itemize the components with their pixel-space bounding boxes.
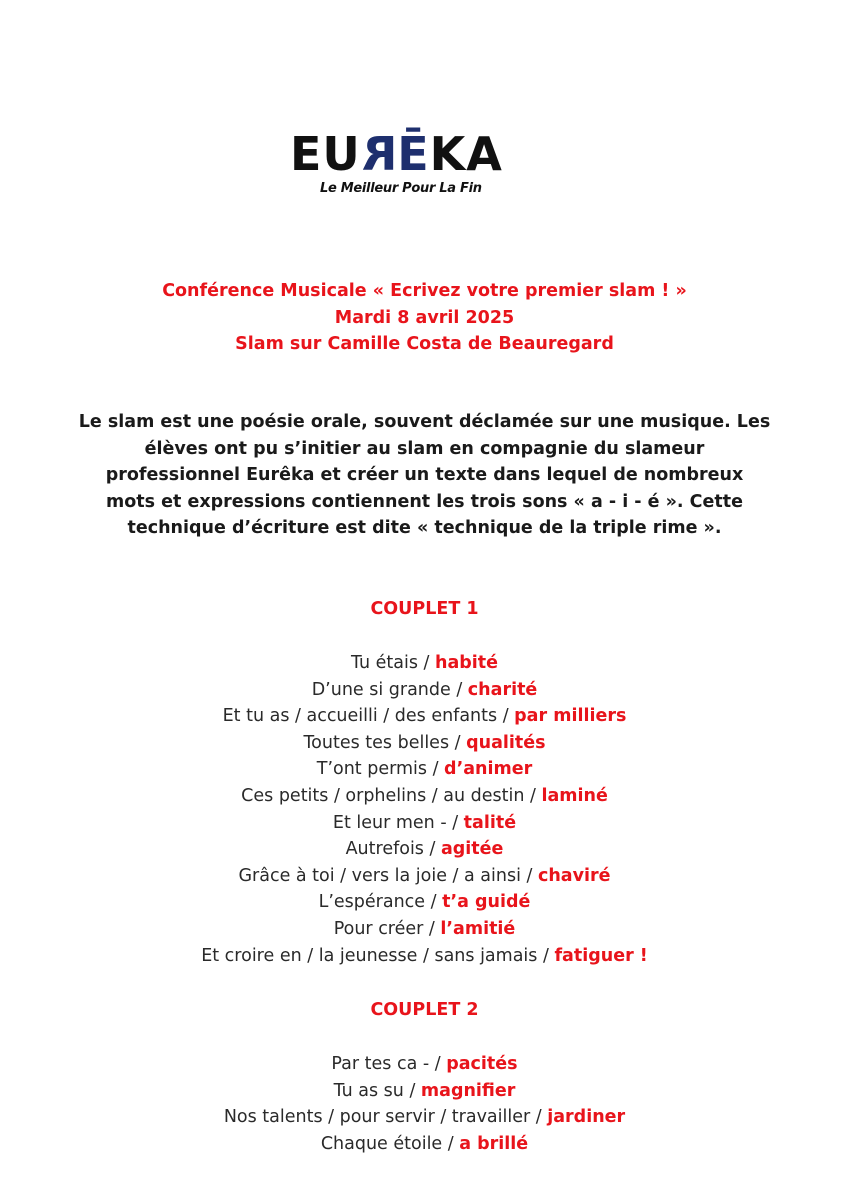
verse-rhyme: agitée <box>440 839 504 860</box>
verse-line <box>0 1104 849 1131</box>
verse-text: Et tu as / accueilli / des enfants / <box>222 706 515 727</box>
logo-wordmark: EURĒKA <box>290 127 503 181</box>
verse-rhyme: par milliers <box>514 706 627 727</box>
verse-text: Chaque étoile / <box>320 1133 460 1154</box>
conference-header <box>0 278 849 358</box>
eureka-logo <box>290 103 550 203</box>
header-date: Mardi 8 avril 2025 <box>334 307 515 328</box>
verse-rhyme: talité <box>463 812 517 833</box>
verse-text: Par tes ca - / <box>331 1054 447 1074</box>
verse-line <box>0 756 849 783</box>
verse-rhyme: habité <box>435 653 499 673</box>
verse-rhyme: chaviré <box>537 865 611 886</box>
couplet-2-verses <box>0 1051 849 1157</box>
verse-text: Tu as su / <box>333 1080 421 1101</box>
verse-line <box>0 916 849 943</box>
verse-rhyme: magnifier <box>420 1080 516 1101</box>
intro-line: Le slam est une poésie orale, souvent déclamée sur une musique. Les <box>78 412 771 432</box>
verse-text: Grâce à toi / vers la joie / a ainsi / <box>238 865 538 886</box>
verse-line <box>0 730 849 757</box>
verse-rhyme: jardiner <box>547 1107 626 1128</box>
intro-line: professionnel Eurêka et créer un texte dans lequel de nombreux <box>105 465 744 485</box>
verse-text: Ces petits / orphelins / au destin / <box>241 785 542 806</box>
intro-line: élèves ont pu s’initier au slam en compagnie du slameur <box>144 438 705 459</box>
intro-paragraph <box>60 409 789 542</box>
verse-rhyme: charité <box>467 679 538 700</box>
verse-line <box>0 703 849 730</box>
verse-text: Et leur men - / <box>332 812 464 833</box>
logo-tagline: Le Meilleur Pour La Fin <box>320 181 482 196</box>
couplet-1-verses <box>0 650 849 969</box>
verse-text: Et croire en / la jeunesse / sans jamais / <box>201 945 555 966</box>
verse-line <box>0 1131 849 1158</box>
verse-text: T’ont permis / <box>316 759 445 780</box>
verse-line <box>0 1051 849 1078</box>
couplet-2-title: COUPLET 2 <box>370 1000 479 1020</box>
couplet-1-title: COUPLET 1 <box>370 599 479 619</box>
verse-text: Pour créer / <box>333 918 441 939</box>
verse-line <box>0 1078 849 1105</box>
verse-rhyme: l’amitié <box>440 918 516 939</box>
verse-line <box>0 836 849 863</box>
intro-line: mots et expressions contiennent les trois sons « a - i - é ». Cette <box>106 491 743 512</box>
verse-line <box>0 677 849 704</box>
verse-rhyme: qualités <box>466 732 546 753</box>
verse-text: L’espérance / <box>318 892 443 913</box>
verse-text: Nos talents / pour servir / travailler / <box>223 1107 548 1128</box>
verse-line <box>0 810 849 837</box>
header-title: Conférence Musicale « Ecrivez votre premier slam ! » <box>162 281 687 301</box>
verse-rhyme: d’animer <box>444 759 533 780</box>
verse-text: Toutes tes belles / <box>303 732 467 753</box>
verse-line <box>0 783 849 810</box>
verse-rhyme: fatiguer ! <box>554 945 648 966</box>
verse-line <box>0 650 849 677</box>
verse-line <box>0 889 849 916</box>
verse-rhyme: laminé <box>541 785 608 806</box>
verse-rhyme: pacités <box>446 1054 518 1074</box>
header-subject: Slam sur Camille Costa de Beauregard <box>235 334 614 354</box>
verse-line <box>0 863 849 890</box>
verse-text: Tu étais / <box>350 653 435 673</box>
verse-rhyme: a brillé <box>459 1133 529 1154</box>
verse-line <box>0 943 849 970</box>
intro-line: technique d’écriture est dite « technique de la triple rime ». <box>127 518 722 538</box>
verse-rhyme: t’a guidé <box>442 892 531 913</box>
verse-text: D’une si grande / <box>311 679 468 700</box>
verse-text: Autrefois / <box>345 839 441 860</box>
